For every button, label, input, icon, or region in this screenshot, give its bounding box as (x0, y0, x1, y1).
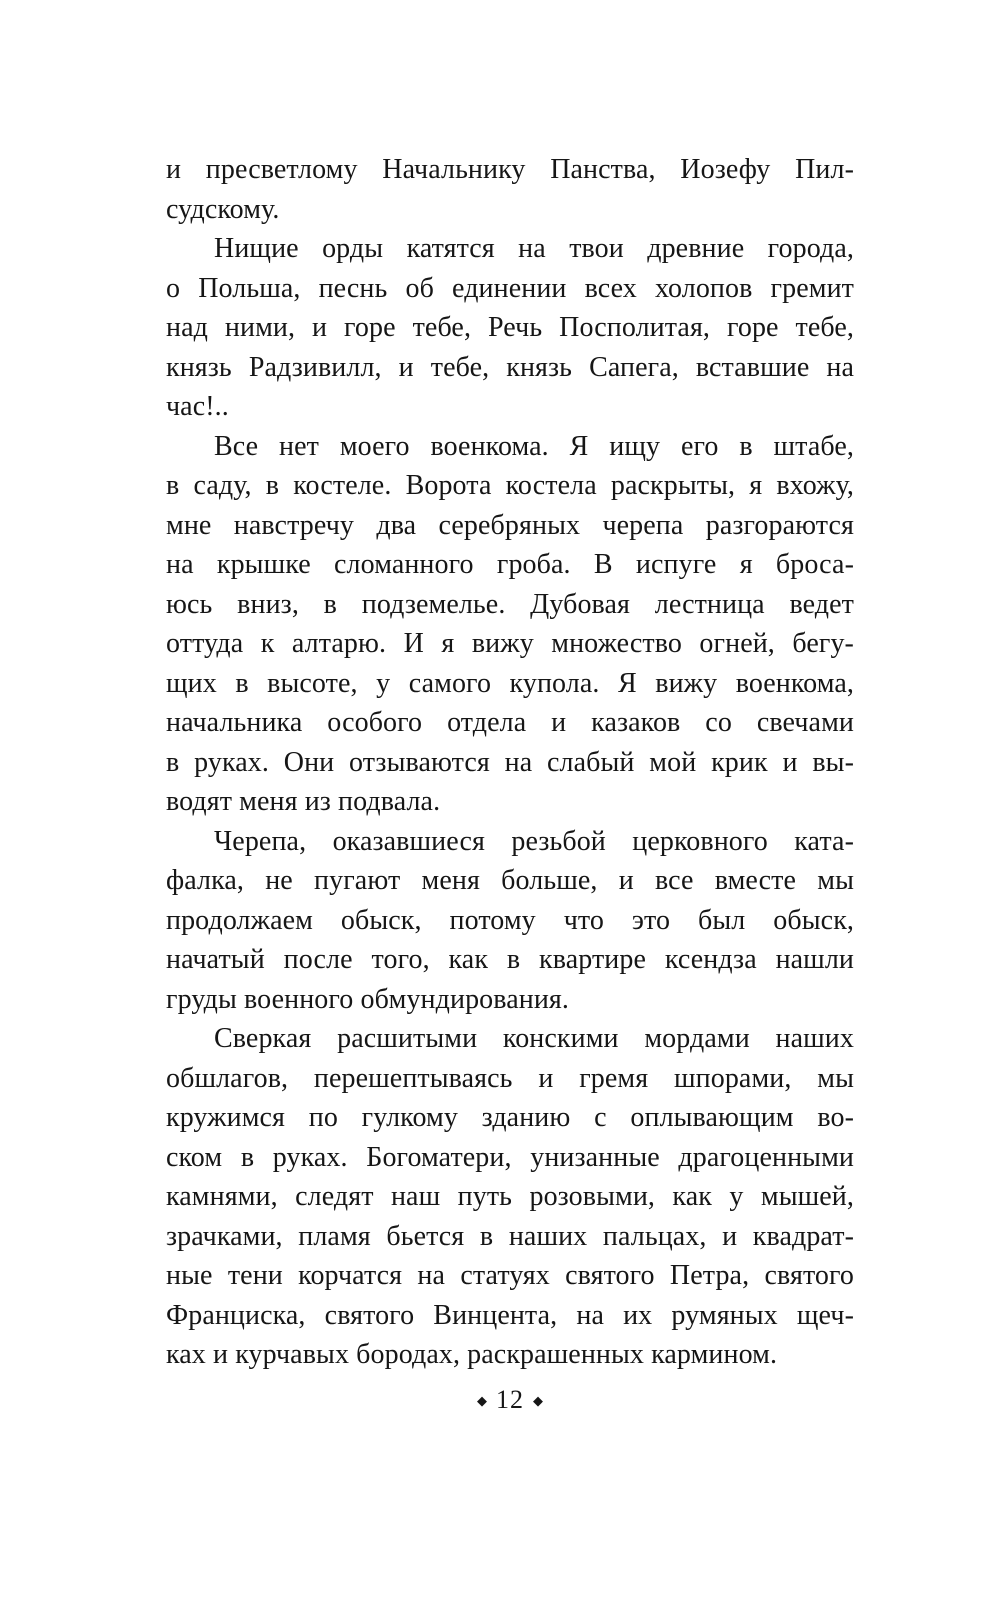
text-line: в саду, в костеле. Ворота костела раскрыты, я вхожу, (166, 470, 854, 501)
text-line: обшлагов, перешептываясь и гремя шпорами, мы (166, 1062, 854, 1094)
text-line: камнями, следят наш путь розовыми, как у мышей, (166, 1181, 854, 1212)
text-line: ные тени корчатся на статуях святого Петра, святого (166, 1260, 854, 1291)
text-line: оттуда к алтарю. И я вижу множество огней, бегу- (166, 628, 854, 659)
text-line: князь Радзивилл, и тебе, князь Сапега, вставшие на (166, 351, 854, 383)
text-line: груды военного обмундирования. (166, 983, 569, 1015)
diamond-ornament-right-icon: ◆ (533, 1392, 543, 1408)
paragraph (166, 1019, 854, 1375)
page-footer (166, 1385, 854, 1415)
paragraph (166, 822, 854, 1020)
page-number: 12 (496, 1384, 524, 1414)
text-line: Черепа, оказавшиеся резьбой церковного ката- (214, 825, 854, 857)
paragraph (166, 427, 854, 822)
text-line: судскому. (166, 193, 280, 225)
text-line: юсь вниз, в подземелье. Дубовая лестница ведет (166, 588, 854, 620)
text-line: мне навстречу два серебряных черепа разгораются (166, 509, 854, 541)
text-line: и пресветлому Начальнику Панства, Иозефу Пил- (166, 154, 854, 185)
text-line: в руках. Они отзываются на слабый мой крик и вы- (166, 746, 854, 778)
paragraph (166, 229, 854, 427)
text-line: Франциска, святого Винцента, на их румяных щеч- (166, 1299, 854, 1331)
paragraph (166, 150, 854, 229)
text-line: щих в высоте, у самого купола. Я вижу военкома, (166, 667, 854, 699)
text-line: фалка, не пугают меня больше, и все вместе мы (166, 865, 854, 896)
text-line: начальника особого отдела и казаков со свечами (166, 707, 854, 738)
text-line: час!.. (166, 391, 229, 422)
text-line: кружимся по гулкому зданию с оплывающим во- (166, 1102, 854, 1133)
text-line: ском в руках. Богоматери, унизанные драгоценными (166, 1141, 854, 1173)
text-line: Нищие орды катятся на твои древние города, (214, 233, 854, 264)
text-line: о Польша, песнь об единении всех холопов гремит (166, 272, 854, 304)
text-line: Все нет моего военкома. Я ищу его в штабе, (214, 430, 854, 462)
text-line: начатый после того, как в квартире ксендза нашли (166, 944, 854, 975)
text-line: зрачками, пламя бьется в наших пальцах, и квадрат- (166, 1220, 854, 1252)
diamond-ornament-left-icon: ◆ (477, 1392, 487, 1408)
text-line: над ними, и горе тебе, Речь Посполитая, горе тебе, (166, 312, 854, 343)
text-line: Сверкая расшитыми конскими мордами наших (214, 1023, 854, 1054)
text-line: ках и курчавых бородах, раскрашенных кармином. (166, 1339, 778, 1370)
text-line: на крышке сломанного гроба. В испуге я броса- (166, 549, 854, 580)
text-line: водят меня из подвала. (166, 786, 441, 817)
text-line: продолжаем обыск, потому что это был обыск, (166, 904, 854, 936)
text-block (166, 150, 854, 1375)
